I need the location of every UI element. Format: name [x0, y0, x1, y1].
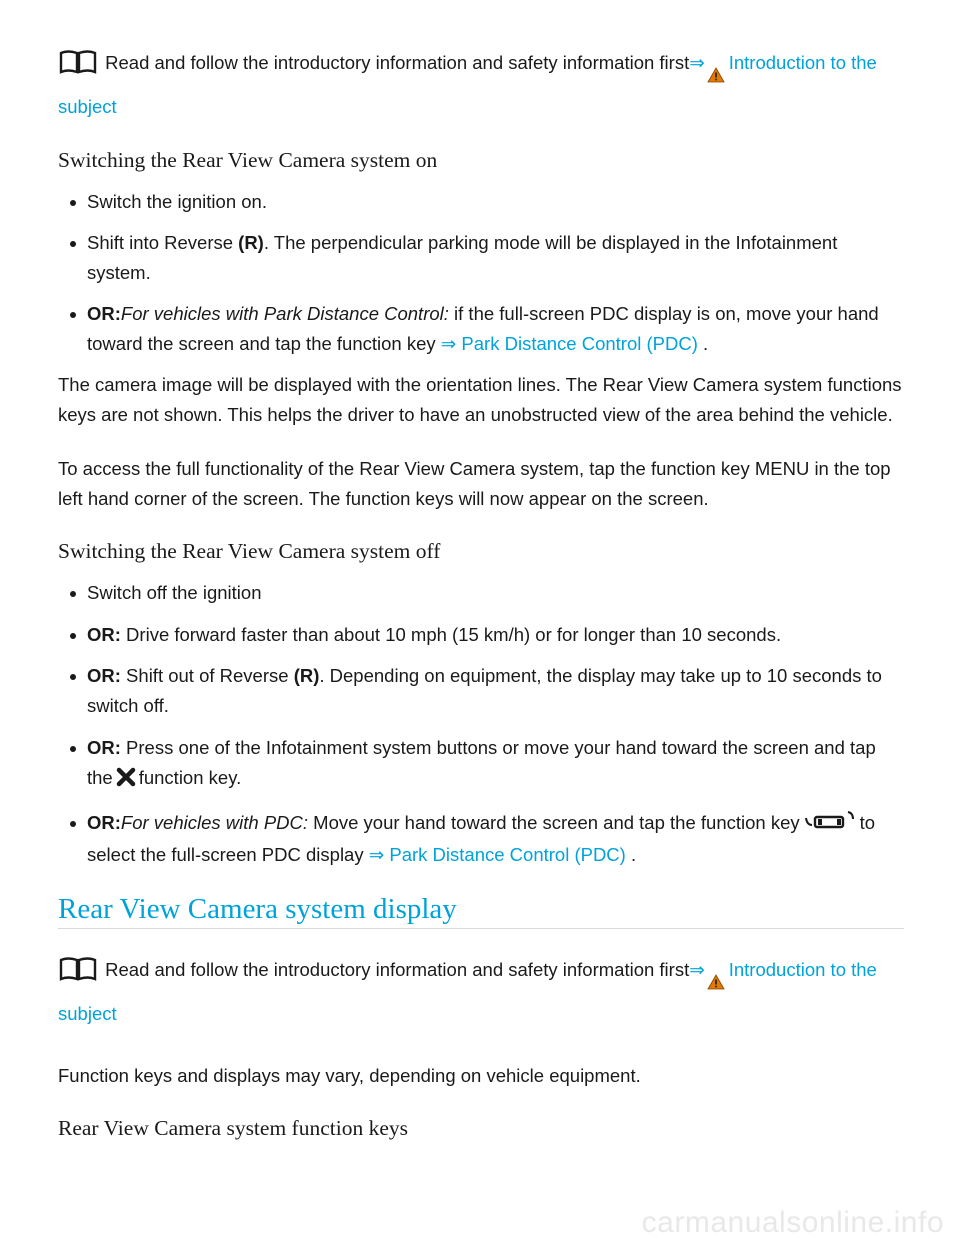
- pdc-link[interactable]: ⇒ Park Distance Control (PDC): [368, 844, 626, 865]
- list-item: [58, 733, 904, 796]
- safety-note: [58, 48, 904, 122]
- or-label: OR:: [87, 737, 121, 758]
- list-item-text: function key.: [138, 767, 242, 788]
- list-item: [58, 661, 904, 721]
- close-x-icon: [116, 766, 136, 796]
- list-item: [58, 228, 904, 288]
- note-text: Read and follow the introductory information and safety information first: [105, 959, 690, 980]
- condition-text: For vehicles with PDC:: [120, 812, 309, 833]
- list-item-text: Press one of the Infotainment system buttons or move your hand toward the screen and tap the: [87, 737, 876, 788]
- book-icon: [58, 49, 98, 84]
- book-icon: [58, 956, 98, 991]
- list-item-text: Drive forward faster than about 10 mph (15 km/h) or for longer than 10 seconds.: [120, 624, 782, 645]
- section-heading-on: Switching the Rear View Camera system on: [58, 148, 438, 172]
- list-item-text: Shift out of Reverse: [120, 665, 294, 686]
- safety-note: [58, 955, 904, 1029]
- paragraph: Function keys and displays may vary, depending on vehicle equipment.: [58, 1065, 641, 1086]
- list-item-text: Shift into Reverse: [87, 232, 239, 253]
- watermark: carmanualsonline.info: [641, 1206, 944, 1239]
- list-item-text: . The perpendicular parking mode will be displayed in the Infotainment system.: [87, 232, 838, 283]
- list-item-text: Move your hand toward the screen and tap the function key: [308, 812, 800, 833]
- list-item: [58, 187, 904, 217]
- pdc-link[interactable]: ⇒ Park Distance Control (PDC): [440, 333, 698, 354]
- period: .: [703, 333, 709, 354]
- section-heading-off: Switching the Rear View Camera system off: [58, 539, 441, 563]
- reverse-gear-label: (R): [238, 232, 264, 253]
- list-item-text: Switch off the ignition: [87, 582, 262, 603]
- switch-on-list: [58, 187, 904, 359]
- arrow-link[interactable]: ⇒: [689, 52, 705, 73]
- paragraph: To access the full functionality of the Rear View Camera system, tap the function key MENU in the top left hand corner of the screen. The function keys will now appear on the screen.: [58, 458, 891, 509]
- arrow-link[interactable]: ⇒: [689, 959, 705, 980]
- or-label: OR:: [87, 303, 121, 324]
- or-label: OR:: [87, 624, 121, 645]
- paragraph: The camera image will be displayed with the orientation lines. The Rear View Camera system functions keys are not shown. This helps the driver to have an unobstructed view of the area behind the vehicle.: [58, 374, 902, 425]
- list-item-text: to select the full-screen PDC display: [87, 812, 876, 865]
- switch-off-list: [58, 578, 904, 870]
- list-item: [58, 299, 904, 359]
- reverse-gear-label: (R): [293, 665, 320, 686]
- warning-triangle-icon: [707, 969, 725, 999]
- pdc-display-icon: [804, 809, 856, 840]
- introduction-link[interactable]: Introduction to the subject: [58, 959, 877, 1024]
- or-label: OR:: [87, 665, 121, 686]
- period: .: [630, 844, 637, 865]
- list-item: [58, 808, 904, 870]
- list-item-text: Switch the ignition on.: [87, 191, 267, 212]
- list-item-text: if the full-screen PDC display is on, move your hand toward the screen and tap the function key: [87, 303, 879, 354]
- list-item-text: . Depending on equipment, the display may take up to 10 seconds to switch off.: [87, 665, 882, 716]
- list-item: [58, 620, 904, 650]
- list-item: [58, 578, 904, 608]
- section-title-display: Rear View Camera system display: [58, 892, 904, 929]
- note-text: Read and follow the introductory information and safety information first: [105, 52, 690, 73]
- warning-triangle-icon: [707, 62, 725, 92]
- condition-text: For vehicles with Park Distance Control:: [120, 303, 449, 324]
- manual-page: [58, 48, 904, 1143]
- or-label: OR:: [87, 812, 121, 833]
- introduction-link[interactable]: Introduction to the subject: [58, 52, 877, 117]
- subsection-heading: Rear View Camera system function keys: [58, 1116, 408, 1140]
